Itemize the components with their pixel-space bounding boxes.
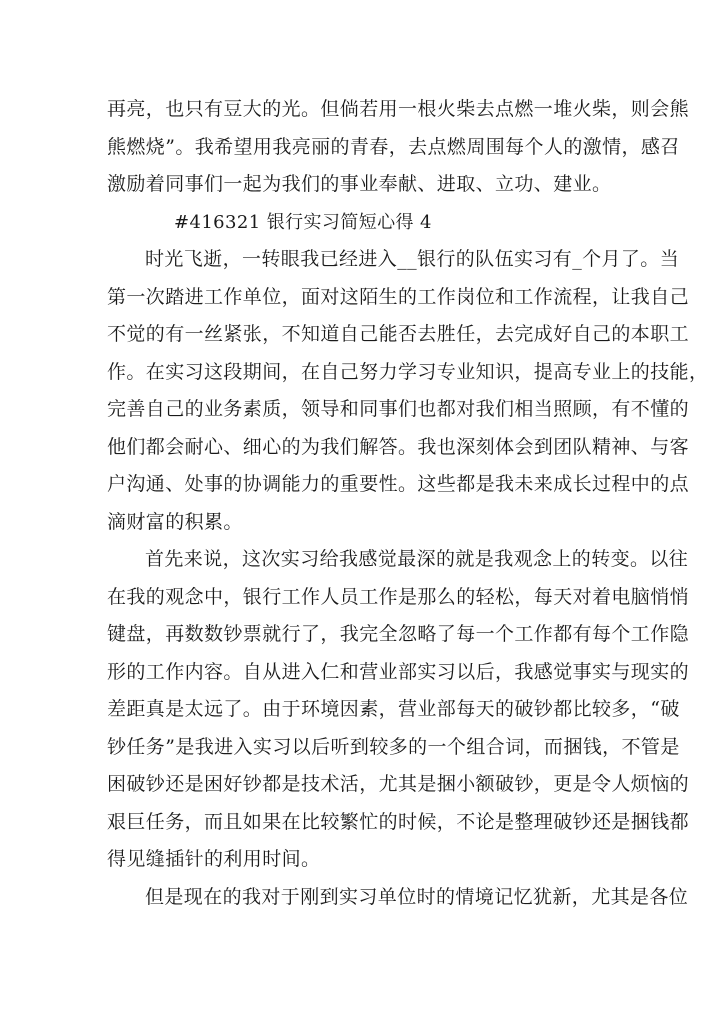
text-line: 他们都会耐心、细心的为我们解答。我也深刻体会到团队精神、与客 (107, 435, 690, 458)
paragraph (107, 879, 689, 917)
text-line: 激励着同事们一起为我们的事业奉献、进取、立功、建业。 (107, 173, 612, 195)
paragraph (107, 241, 709, 541)
paragraph-continued (107, 91, 690, 204)
text-line: 户沟通、处事的协调能力的重要性。这些都是我未来成长过程中的点 (107, 473, 690, 495)
text-line: 钞任务”是我进入实习以后听到较多的一个组合词，而捆钱，不管是 (107, 735, 680, 758)
text-line: 键盘，再数数钞票就行了，我完全忽略了每一个工作都有每个工作隐 (107, 623, 690, 645)
text-line: 首先来说，这次实习给我感觉最深的就是我观念上的转变。以往 (145, 548, 689, 570)
text-line: 第一次踏进工作单位，面对这陌生的工作岗位和工作流程，让我自己 (107, 285, 690, 308)
section-heading (107, 204, 611, 242)
text-line: 完善自己的业务素质，领导和同事们也都对我们相当照顾，有不懂的 (107, 398, 690, 420)
text-line: 但是现在的我对于刚到实习单位时的情境记忆犹新，尤其是各位 (145, 885, 689, 908)
text-line: 作。在实习这段期间，在自己努力学习专业知识，提高专业上的技能， (107, 360, 709, 383)
document-page (107, 91, 709, 916)
text-line: 再亮，也只有豆大的光。但倘若用一根火柴去点燃一堆火柴，则会熊 (107, 98, 690, 120)
paragraph (107, 541, 690, 879)
text-line: 滴财富的积累。 (107, 510, 243, 533)
text-line: 差距真是太远了。由于环境因素，营业部每天的破钞都比较多，“破 (107, 698, 680, 720)
text-line: 得见缝插针的利用时间。 (107, 848, 321, 870)
text-line: 困破钞还是困好钞都是技术活，尤其是捆小额破钞，更是令人烦恼的 (107, 773, 690, 795)
text-line: 熊燃烧”。我希望用我亮丽的青春，去点燃周围每个人的激情，感召 (107, 135, 680, 158)
text-line: 不觉的有一丝紧张，不知道自己能否去胜任，去完成好自己的本职工 (107, 323, 690, 345)
text-line: 艰巨任务，而且如果在比较繁忙的时候，不论是整理破钞还是捆钱都 (107, 810, 690, 833)
text-line: 在我的观念中，银行工作人员工作是那么的轻松，每天对着电脑悄悄 (107, 585, 690, 608)
text-line: 时光飞逝，一转眼我已经进入__银行的队伍实习有_个月了。当 (145, 248, 680, 270)
heading-text: #416321 银行实习简短心得 4 (174, 211, 432, 233)
text-line: 形的工作内容。自从进入仁和营业部实习以后，我感觉事实与现实的 (107, 660, 690, 683)
